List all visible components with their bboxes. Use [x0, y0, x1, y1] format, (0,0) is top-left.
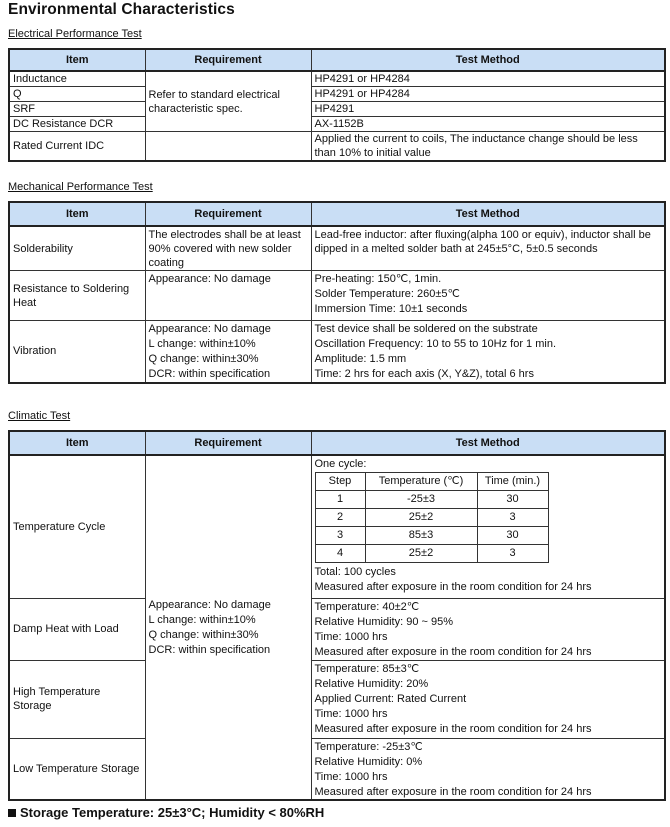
method-line: Applied Current: Rated Current: [314, 692, 467, 705]
one-cycle-label: One cycle:: [314, 458, 367, 470]
cycle-cell-temp: 25±2: [365, 509, 477, 527]
method-line: Temperature: 40±2℃: [314, 600, 420, 613]
cycle-cell-step: 4: [315, 545, 365, 563]
method-line: Temperature: 85±3℃: [314, 662, 420, 675]
climatic-section-title: Climatic Test: [8, 410, 71, 422]
table-cell-item: Q: [9, 87, 145, 102]
page-title: Environmental Characteristics: [8, 1, 235, 18]
header-requirement: Requirement: [145, 202, 311, 226]
method-line: Relative Humidity: 20%: [314, 677, 429, 690]
method-line: Amplitude: 1.5 mm: [314, 353, 407, 365]
table-cell-item: Temperature Cycle: [9, 455, 145, 598]
cycle-cell-step: 3: [315, 527, 365, 545]
mechanical-section-title: Mechanical Performance Test: [8, 181, 153, 193]
table-cell-requirement: The electrodes shall be at least 90% covered with new solder coating: [145, 226, 311, 271]
method-line: Time: 1000 hrs: [314, 630, 388, 643]
method-line: Immersion Time: 10±1 seconds: [314, 303, 468, 315]
cycle-cell-time: 30: [477, 491, 548, 509]
electrical-section-title: Electrical Performance Test: [8, 28, 142, 40]
method-line: Relative Humidity: 90 ~ 95%: [314, 615, 453, 628]
header-item: Item: [9, 202, 145, 226]
table-cell-item: SRF: [9, 102, 145, 117]
table-cell-item: Resistance to Soldering Heat: [9, 271, 145, 321]
method-line: Measured after exposure in the room condition for 24 hrs: [314, 722, 592, 735]
mechanical-table: [8, 201, 666, 384]
footnote-text: Storage Temperature: 25±3°C; Humidity < 80%RH: [20, 805, 325, 820]
electrical-table: [8, 48, 666, 162]
method-line: Pre-heating: 150℃, 1min.: [314, 273, 442, 285]
requirement-line: DCR: within specification: [148, 644, 271, 656]
table-cell-method: Applied the current to coils, The inductance change should be less than 10% to initial value: [311, 132, 665, 162]
climatic-table: [8, 430, 666, 801]
table-cell-method: HP4291 or HP4284: [311, 71, 665, 87]
storage-footnote: [8, 805, 324, 820]
cycle-cell-temp: -25±3: [365, 491, 477, 509]
method-line: Time: 1000 hrs: [314, 707, 388, 720]
square-bullet-icon: [8, 809, 16, 817]
cycle-cell-temp: 85±3: [365, 527, 477, 545]
requirement-line: L change: within±10%: [148, 338, 256, 350]
header-requirement: Requirement: [145, 431, 311, 455]
method-line: Solder Temperature: 260±5℃: [314, 288, 460, 300]
method-line: Measured after exposure in the room condition for 24 hrs: [314, 645, 592, 658]
method-line: Test device shall be soldered on the substrate: [314, 323, 538, 335]
method-line: Total: 100 cycles: [314, 566, 396, 578]
cycle-header-step: Step: [315, 473, 365, 491]
requirement-line: Appearance: No damage: [148, 599, 271, 611]
header-requirement: Requirement: [145, 49, 311, 71]
cycle-cell-time: 3: [477, 509, 548, 527]
method-line: Time: 1000 hrs: [314, 770, 388, 783]
cycle-cell-step: 1: [315, 491, 365, 509]
table-cell-empty: [145, 132, 311, 162]
table-cell-item: Vibration: [9, 321, 145, 383]
cycle-header-temperature: Temperature (℃): [365, 473, 477, 491]
table-cell-method: AX-1152B: [311, 117, 665, 132]
table-cell-method: [311, 271, 665, 321]
header-item: Item: [9, 431, 145, 455]
table-cell-item: Damp Heat with Load: [9, 598, 145, 660]
header-item: Item: [9, 49, 145, 71]
cycle-cell-time: 30: [477, 527, 548, 545]
table-cell-requirement: [145, 321, 311, 383]
method-line: Temperature: -25±3℃: [314, 740, 423, 753]
table-cell-requirement: Refer to standard electrical characteristic spec.: [145, 71, 311, 132]
method-line: Oscillation Frequency: 10 to 55 to 10Hz for 1 min.: [314, 338, 557, 350]
table-cell-method: HP4291 or HP4284: [311, 87, 665, 102]
temperature-cycle-table: [315, 472, 549, 563]
table-cell-method: Lead-free inductor: after fluxing(alpha 100 or equiv), inductor shall be dipped in a melted solder bath at 245±5°C, 5±0.5 seconds: [311, 226, 665, 271]
table-cell-method: [311, 660, 665, 738]
requirement-line: DCR: within specification: [148, 368, 271, 380]
method-line: Measured after exposure in the room condition for 24 hrs: [314, 581, 592, 593]
table-cell-method: [311, 455, 665, 598]
method-line: Measured after exposure in the room condition for 24 hrs: [314, 785, 592, 798]
method-line: Relative Humidity: 0%: [314, 755, 423, 768]
header-test-method: Test Method: [311, 49, 665, 71]
requirement-line: Q change: within±30%: [148, 629, 259, 641]
table-cell-item: Inductance: [9, 71, 145, 87]
table-cell-item: High Temperature Storage: [9, 660, 145, 738]
table-cell-method: [311, 321, 665, 383]
table-cell-item: Low Temperature Storage: [9, 738, 145, 800]
table-cell-item: Rated Current IDC: [9, 132, 145, 162]
cycle-cell-time: 3: [477, 545, 548, 563]
table-cell-requirement: [145, 455, 311, 800]
method-line: Time: 2 hrs for each axis (X, Y&Z), total 6 hrs: [314, 368, 534, 380]
requirement-line: Q change: within±30%: [148, 353, 259, 365]
table-cell-method: HP4291: [311, 102, 665, 117]
requirement-line: Appearance: No damage: [148, 323, 271, 335]
table-cell-method: [311, 598, 665, 660]
header-test-method: Test Method: [311, 202, 665, 226]
table-cell-method: [311, 738, 665, 800]
table-cell-requirement: Appearance: No damage: [145, 271, 311, 321]
table-cell-item: DC Resistance DCR: [9, 117, 145, 132]
table-cell-item: Solderability: [9, 226, 145, 271]
cycle-cell-temp: 25±2: [365, 545, 477, 563]
requirement-line: L change: within±10%: [148, 614, 256, 626]
cycle-header-time: Time (min.): [477, 473, 548, 491]
header-test-method: Test Method: [311, 431, 665, 455]
cycle-cell-step: 2: [315, 509, 365, 527]
